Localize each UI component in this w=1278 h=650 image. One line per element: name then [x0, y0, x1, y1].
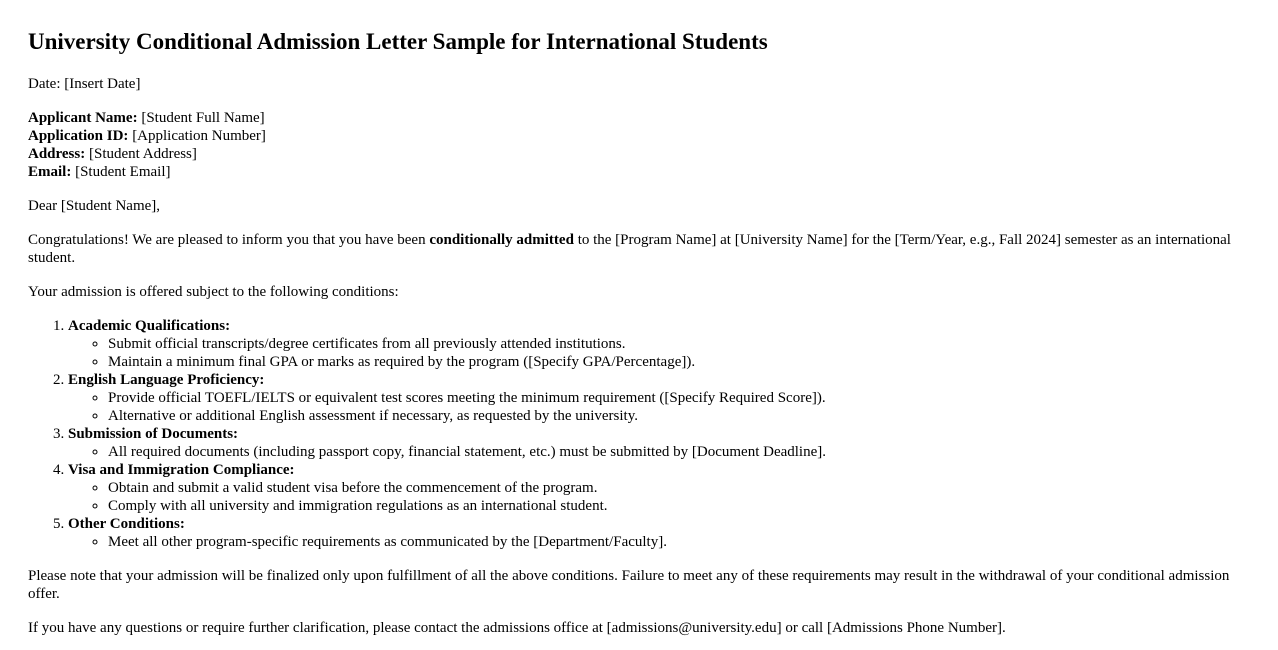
condition-item — [68, 371, 1250, 425]
field-value: [Student Email] — [71, 164, 171, 180]
field-label: Email: — [28, 164, 72, 180]
date-line: Date: [Insert Date] — [28, 76, 141, 92]
contact-paragraph: If you have any questions or require further clarification, please contact the admissions office at [admissions@university.edu] or call [Admissions Phone Number]. — [28, 620, 1006, 636]
address-field — [28, 145, 1250, 163]
condition-subitem: ◦ All required documents (including passport copy, financial statement, etc.) must be submitted by [Document Deadline]. — [108, 443, 1250, 461]
condition-item — [68, 461, 1250, 515]
conditions-list — [28, 317, 1250, 551]
intro-paragraph — [28, 231, 1250, 267]
closing-note: Please note that your admission will be finalized only upon fulfillment of all the above conditions. Failure to meet any of these requirements may result in the withdrawal of your conditional admission offer. — [28, 568, 1230, 602]
condition-subitem: ◦ Obtain and submit a valid student visa before the commencement of the program. — [108, 479, 1250, 497]
condition-item — [68, 425, 1250, 461]
conditions-intro: Your admission is offered subject to the following conditions: — [28, 284, 399, 300]
condition-heading: English Language Proficiency: — [68, 372, 265, 388]
application-id-field — [28, 127, 1250, 145]
condition-heading: Academic Qualifications: — [68, 318, 231, 334]
salutation: Dear [Student Name], — [28, 198, 161, 214]
condition-heading: Submission of Documents: — [68, 426, 239, 442]
condition-item — [68, 317, 1250, 371]
condition-subitems — [68, 479, 1250, 515]
condition-subitem: ◦ Submit official transcripts/degree certificates from all previously attended institutions. — [108, 335, 1250, 353]
intro-text: to the [Program Name] at [University Name] for the [Term/Year, e.g., Fall 2024] semester as an international student. — [28, 232, 1231, 266]
condition-subitems — [68, 533, 1250, 551]
condition-subitems — [68, 443, 1250, 461]
condition-subitem: ◦ Provide official TOEFL/IELTS or equivalent test scores meeting the minimum requirement ([Specify Required Score]). — [108, 389, 1250, 407]
field-value: [Student Full Name] — [137, 110, 265, 126]
condition-subitem: ◦ Comply with all university and immigration regulations as an international student. — [108, 497, 1250, 515]
field-value: [Student Address] — [85, 146, 197, 162]
field-value: [Application Number] — [128, 128, 266, 144]
condition-heading: Other Conditions: — [68, 516, 185, 532]
applicant-details — [28, 109, 1250, 181]
field-label: Application ID: — [28, 128, 129, 144]
email-field — [28, 163, 1250, 181]
condition-subitem: ◦ Alternative or additional English assessment if necessary, as requested by the university. — [108, 407, 1250, 425]
intro-text: Congratulations! We are pleased to inform you that you have been — [28, 232, 430, 248]
condition-subitems — [68, 389, 1250, 425]
condition-subitems — [68, 335, 1250, 371]
conditions-section — [28, 317, 1250, 551]
intro-emphasis: conditionally admitted — [429, 232, 574, 248]
field-label: Address: — [28, 146, 86, 162]
condition-item — [68, 515, 1250, 551]
letter-title: University Conditional Admission Letter Sample for International Students — [28, 29, 768, 54]
condition-subitem: ◦ Maintain a minimum final GPA or marks as required by the program ([Specify GPA/Percentage]). — [108, 353, 1250, 371]
applicant-name-field — [28, 109, 1250, 127]
condition-heading: Visa and Immigration Compliance: — [68, 462, 295, 478]
field-label: Applicant Name: — [28, 110, 138, 126]
condition-subitem: ◦ Meet all other program-specific requirements as communicated by the [Department/Faculty]. — [108, 533, 1250, 551]
